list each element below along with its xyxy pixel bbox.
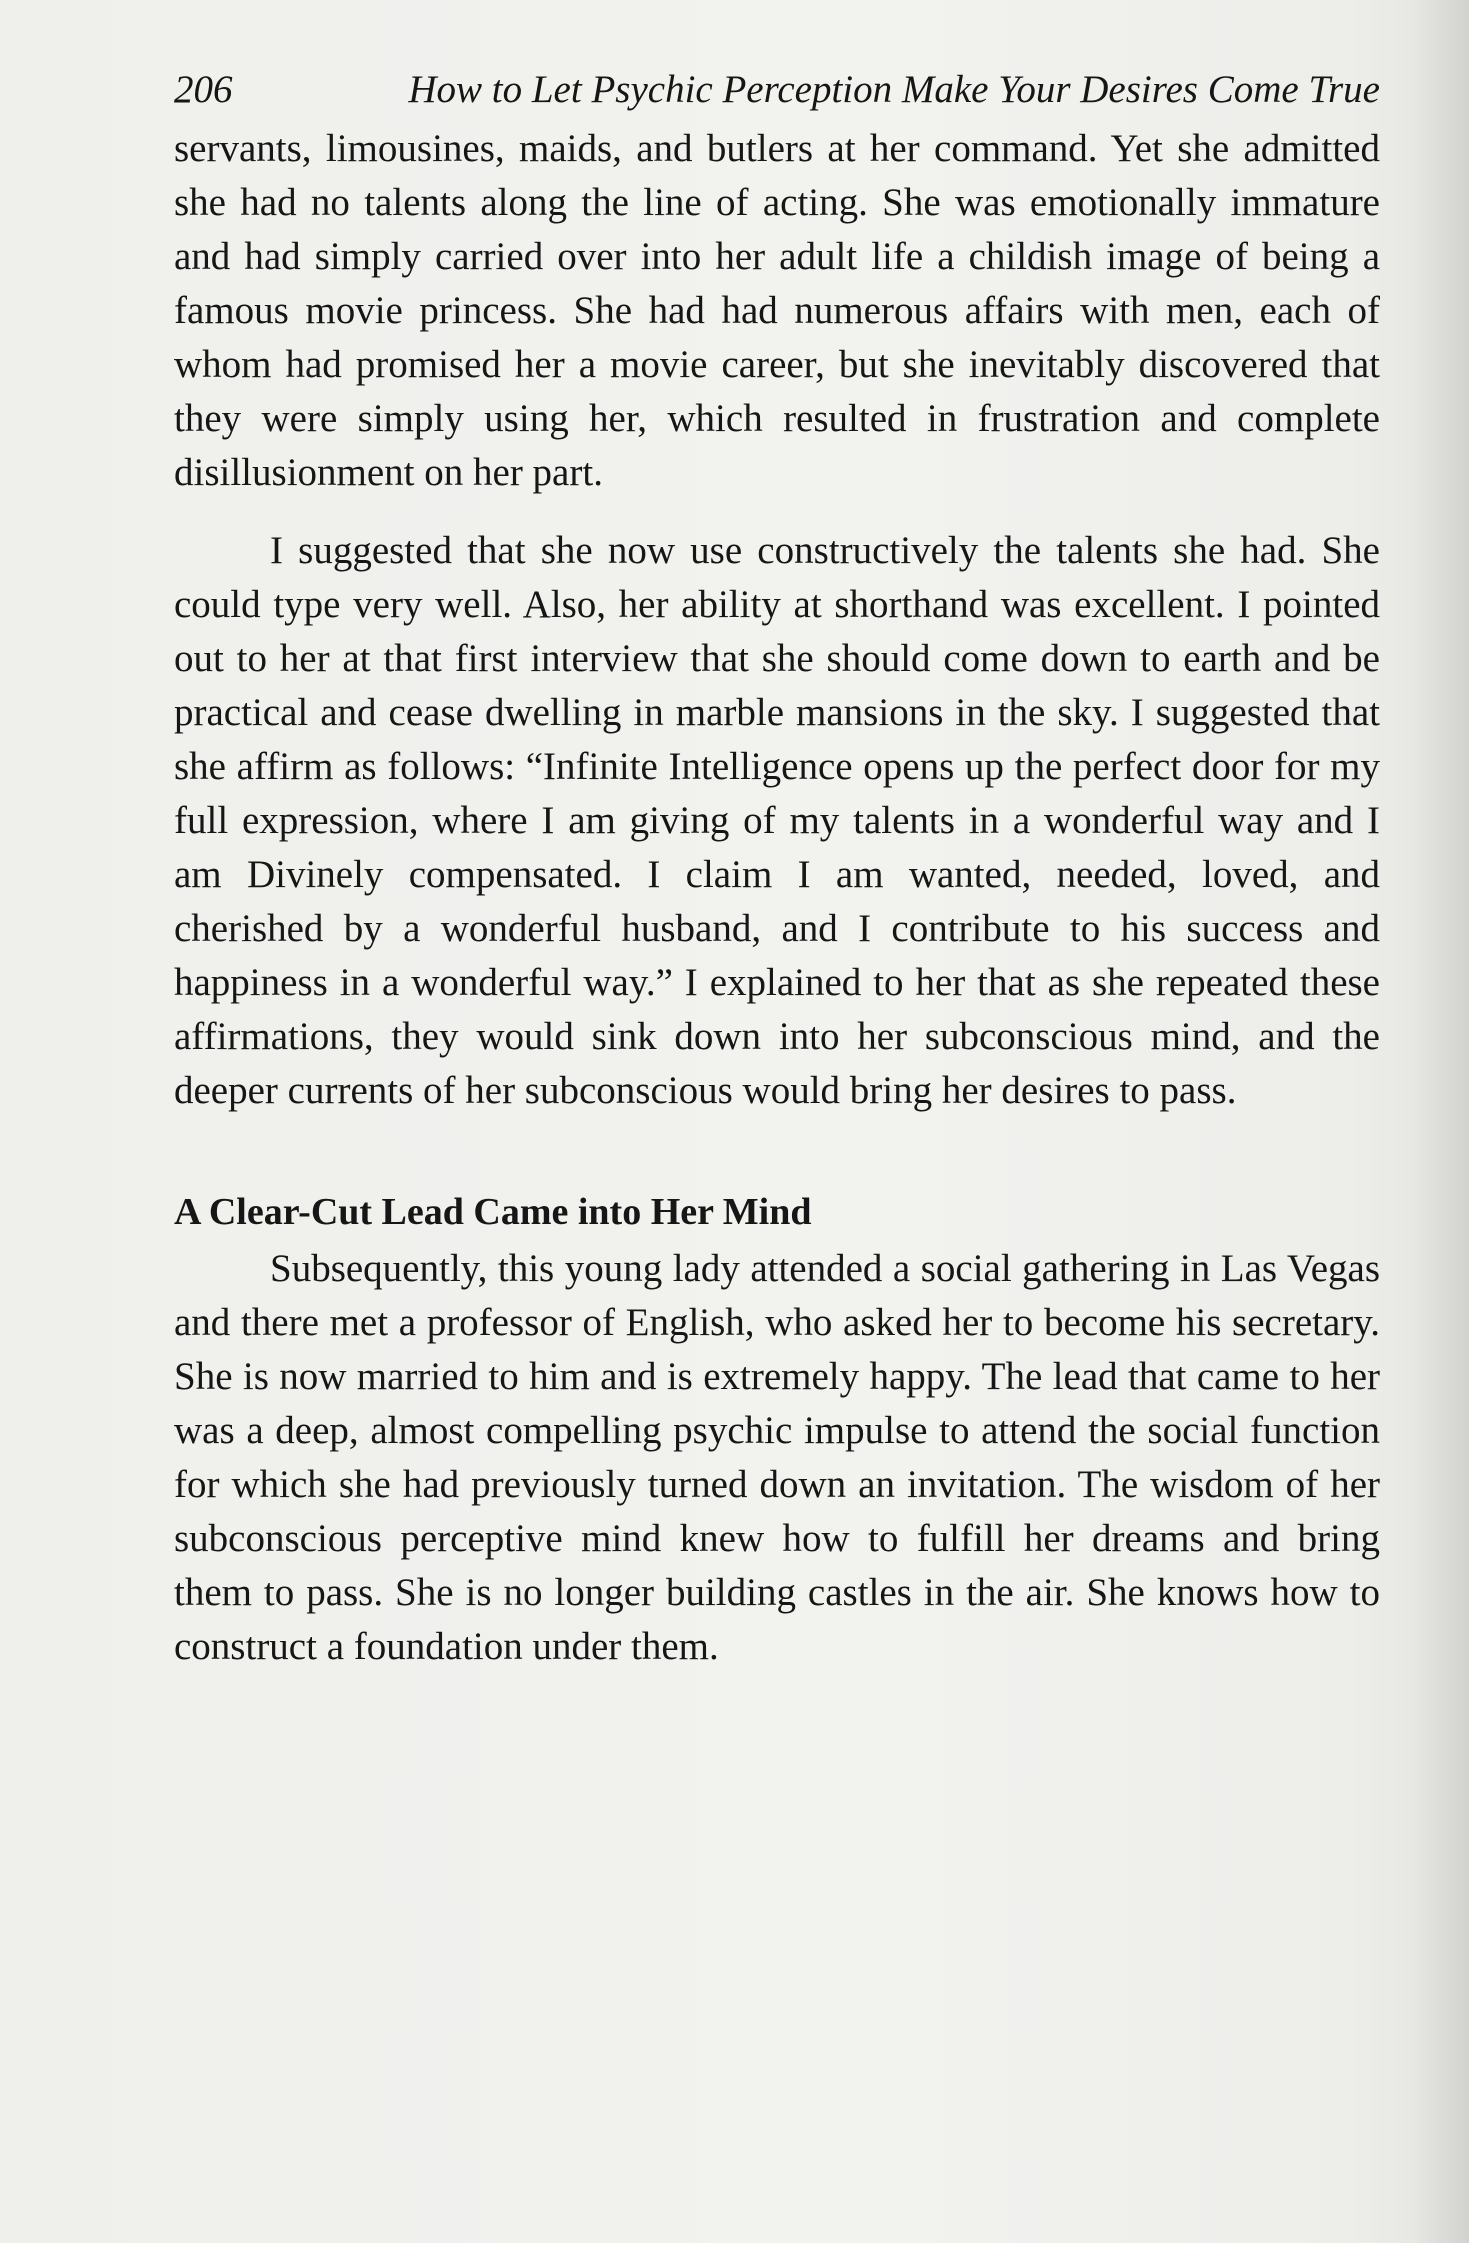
paragraph-suggestion: I suggested that she now use constructively the talents she had. She could type very well. Also, her ability at shorthand was excellent. I pointed out to her at that first interview that she should come down to earth and be practical and cease dwelling in marble mansions in the sky. I suggested that she affirm as follows: “Infinite Intelligence opens up the perfect door for my full expression, where I am giving of my talents in a wonderful way and I am Divinely compensated. I claim I am wanted, needed, loved, and cherished by a wonderful husband, and I contribute to his success and happiness in a wonderful way.” I explained to her that as she repeated these affirmations, they would sink down into her subconscious mind, and the deeper currents of her subconscious would bring her desires to pass. [174, 529, 1380, 1112]
page-edge-shadow [1409, 0, 1469, 2243]
section-spacer [174, 1118, 1380, 1184]
running-head [174, 60, 1380, 122]
paragraph-spacer [174, 500, 1380, 524]
section-heading: A Clear-Cut Lead Came into Her Mind [174, 1191, 812, 1233]
page-number: 206 [174, 68, 233, 111]
page-content [174, 60, 1380, 1674]
running-head-title: How to Let Psychic Perception Make Your Desires Come True [408, 68, 1380, 111]
paragraph-subsequently: Subsequently, this young lady attended a social gathering in Las Vegas and there met a professor of English, who asked her to become his secretary. She is now married to him and is extremely happy. The lead that came to her was a deep, almost compelling psychic impulse to attend the social function for which she had previously turned down an invitation. The wisdom of her subconscious perceptive mind knew how to fulfill her dreams and bring them to pass. She is no longer building castles in the air. She knows how to construct a foundation under them. [174, 1247, 1380, 1668]
paragraph-continued: servants, limousines, maids, and butlers at her command. Yet she admitted she had no talents along the line of acting. She was emotionally immature and had simply carried over into her adult life a childish image of being a famous movie princess. She had had numerous affairs with men, each of whom had promised her a movie career, but she inevitably discovered that they were simply using her, which resulted in frustration and complete disillusionment on her part. [174, 127, 1380, 494]
